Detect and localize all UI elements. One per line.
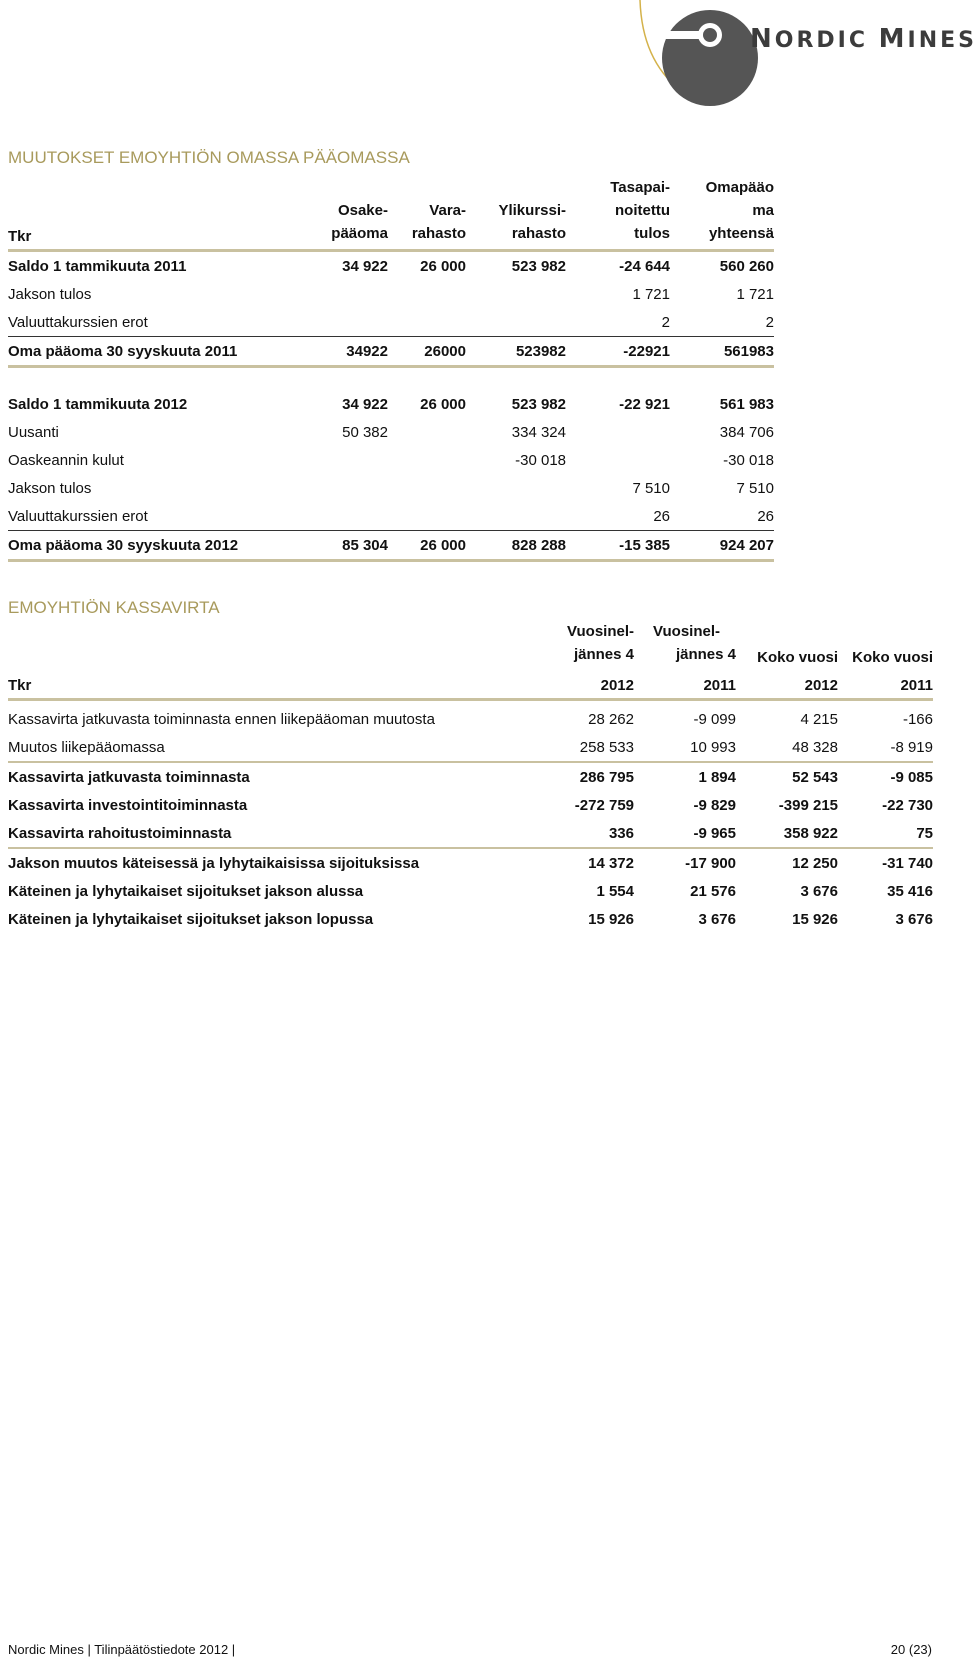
- table-row: Jakson tulos 1 721 1 721: [8, 285, 774, 303]
- column-year-label: 2011: [634, 666, 736, 700]
- table-row: Kassavirta investointitoiminnasta -272 759 -9 829 -399 215 -22 730: [8, 796, 933, 814]
- table-row: Kassavirta jatkuvasta toiminnasta 286 795 1 894 52 543 -9 085: [8, 768, 933, 786]
- table-row: Saldo 1 tammikuuta 2011 34 922 26 000 523 982 -24 644 560 260: [8, 257, 774, 275]
- spacer-row: [8, 367, 774, 391]
- column-header-total-equity: Omapääo ma yhteensä: [670, 176, 774, 251]
- table-row-total: Oma pääoma 30 syyskuuta 2012 85 304 26 000 828 288 -15 385 924 207: [8, 531, 774, 561]
- table-row-total: Oma pääoma 30 syyskuuta 2011 34922 26000 523982 -22921 561983: [8, 337, 774, 367]
- table-row: Käteinen ja lyhytaikaiset sijoitukset jakson alussa 1 554 21 576 3 676 35 416: [8, 882, 933, 900]
- column-header-q4-2012: Vuosinel- jännes 4: [567, 623, 634, 663]
- table-row: Kassavirta jatkuvasta toiminnasta ennen liikepääoman muutosta 28 262 -9 099 4 215 -166: [8, 710, 933, 728]
- equity-header-row: [8, 176, 774, 251]
- cashflow-table: [8, 620, 933, 933]
- logo-wordmark: NORDIC MINES: [750, 24, 977, 54]
- cashflow-header-row-1: [8, 620, 933, 666]
- table-row: Jakson muutos käteisessä ja lyhytaikaisissa sijoituksissa 14 372 -17 900 12 250 -31 740: [8, 854, 933, 872]
- equity-changes-table: [8, 176, 774, 562]
- cashflow-header-row-2: [8, 666, 933, 700]
- company-logo: [640, 0, 960, 110]
- table-row: Valuuttakurssien erot 2 2: [8, 313, 774, 331]
- cashflow-section-title: EMOYHTIÖN KASSAVIRTA: [8, 598, 220, 617]
- footer-document-info: Nordic Mines | Tilinpäätöstiedote 2012 |: [8, 1642, 236, 1657]
- column-header-full-year-2012: Koko vuosi: [757, 649, 838, 666]
- column-header-retained-earnings: Tasapai- noitettu tulos: [566, 176, 670, 251]
- equity-section-title: MUUTOKSET EMOYHTIÖN OMASSA PÄÄOMASSA: [8, 148, 410, 167]
- column-year-label: 2011: [838, 666, 933, 700]
- column-year-label: 2012: [526, 666, 634, 700]
- table-row: Muutos liikepääomassa 258 533 10 993 48 328 -8 919: [8, 733, 933, 762]
- column-header-share-premium: Ylikurssi- rahasto: [466, 176, 566, 251]
- column-header-tkr: Tkr: [8, 666, 526, 700]
- column-year-label: 2012: [736, 666, 838, 700]
- column-header-q4-2011: Vuosinel- jännes 4: [653, 623, 736, 663]
- table-row: Käteinen ja lyhytaikaiset sijoitukset jakson lopussa 15 926 3 676 15 926 3 676: [8, 910, 933, 928]
- table-row: Valuuttakurssien erot 26 26: [8, 507, 774, 525]
- footer-page-number: 20 (23): [890, 1642, 932, 1657]
- column-header-full-year-2011: Koko vuosi: [852, 649, 933, 666]
- table-row: Uusanti 50 382 334 324 384 706: [8, 423, 774, 441]
- column-header-reserve-fund: Vara- rahasto: [388, 176, 466, 251]
- column-header-share-capital: Osake- pääoma: [298, 176, 388, 251]
- table-row: Oaskeannin kulut -30 018 -30 018: [8, 451, 774, 469]
- column-header-tkr: Tkr: [8, 176, 298, 251]
- table-row: Kassavirta rahoitustoiminnasta 336 -9 965 358 922 75: [8, 819, 933, 848]
- table-row: Jakson tulos 7 510 7 510: [8, 479, 774, 497]
- table-row: Saldo 1 tammikuuta 2012 34 922 26 000 523 982 -22 921 561 983: [8, 395, 774, 413]
